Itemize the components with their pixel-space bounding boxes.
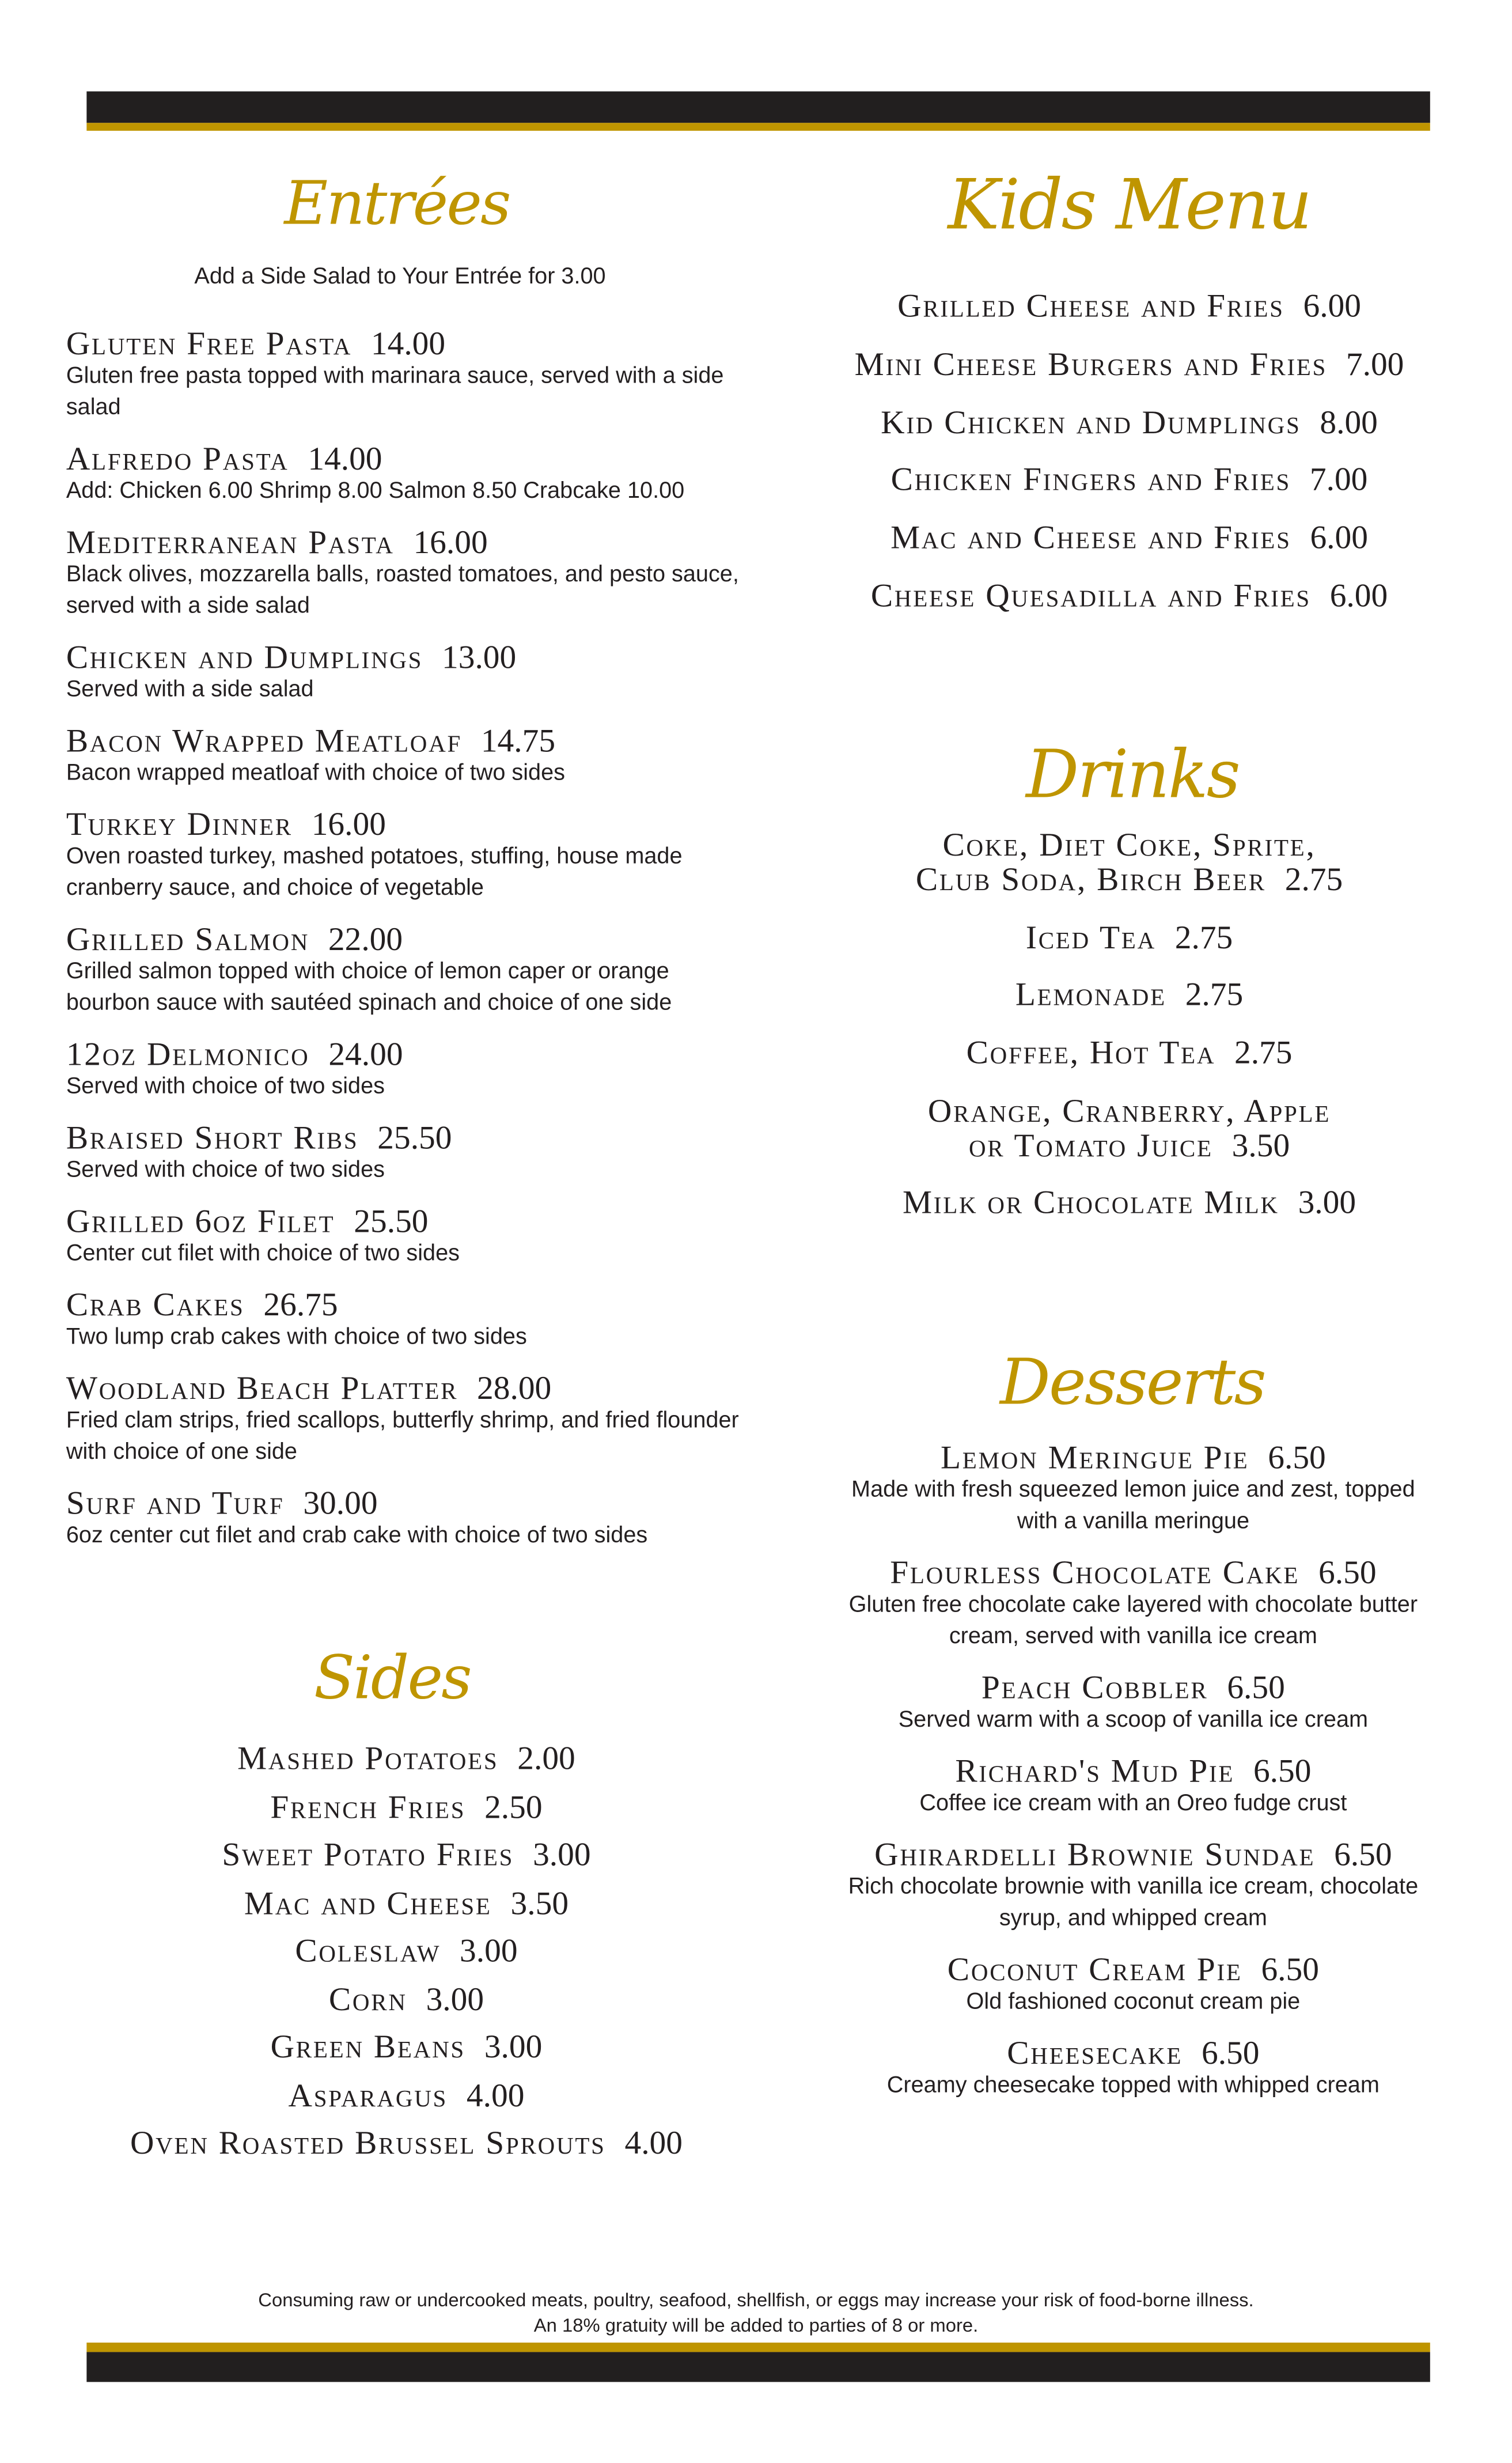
item-name: Corn	[328, 1979, 407, 2018]
item-price: 2.75	[1185, 975, 1244, 1014]
item-description: Grilled salmon topped with choice of lemon caper or orange bourbon sauce with sautéed spinach and choice of one side	[66, 959, 672, 1016]
item-price: 8.00	[1320, 402, 1378, 441]
entree-item	[66, 1204, 744, 1270]
drink-item	[736, 1035, 1512, 1070]
item-price: 6.50	[1261, 1950, 1319, 1988]
entree-item	[66, 723, 744, 789]
item-name: Ghirardelli Brownie Sundae	[874, 1835, 1316, 1874]
item-name: Coconut Cream Pie	[947, 1950, 1242, 1988]
item-name: Mashed Potatoes	[237, 1739, 499, 1777]
item-name: Milk or Chocolate Milk	[903, 1183, 1279, 1222]
side-item	[13, 2119, 800, 2167]
item-price: 6.50	[1268, 1438, 1326, 1477]
item-name-line	[66, 1204, 744, 1238]
kids-item	[736, 567, 1512, 625]
item-name: Grilled 6oz Filet	[66, 1202, 335, 1240]
item-price: 2.75	[1174, 918, 1233, 956]
item-name-line	[66, 922, 744, 956]
item-description: Bacon wrapped meatloaf with choice of two sides	[66, 761, 565, 786]
entree-item	[66, 1120, 744, 1186]
item-price: 2.50	[484, 1787, 543, 1825]
item-name: Asparagus	[288, 2075, 448, 2114]
item-price: 30.00	[303, 1484, 378, 1522]
item-name-line	[736, 1093, 1512, 1162]
item-name-line	[767, 1835, 1499, 1874]
item-price: 3.00	[484, 2027, 543, 2065]
item-price: 3.00	[1298, 1183, 1356, 1222]
item-description: Center cut filet with choice of two sides	[66, 1241, 460, 1267]
item-name-line	[767, 1753, 1499, 1788]
item-price: 2.75	[1234, 1033, 1293, 1072]
item-name: Bacon Wrapped Meatloaf	[66, 721, 463, 759]
item-name: Grilled Salmon	[66, 920, 310, 958]
side-item	[13, 1783, 800, 1830]
entree-item	[66, 1287, 744, 1353]
item-name: Coleslaw	[295, 1931, 441, 1969]
item-name-line	[736, 1185, 1512, 1220]
entree-item	[66, 1036, 744, 1103]
dessert-item	[830, 1753, 1437, 1819]
item-name: Alfredo Pasta	[66, 439, 289, 478]
item-name-line	[736, 827, 1512, 896]
item-name: Richard's Mud Pie	[955, 1751, 1235, 1790]
drink-item	[736, 977, 1512, 1012]
food-safety-notice: Consuming raw or undercooked meats, poultry, seafood, shellfish, or eggs may increase your risk of food-borne illness.	[258, 2289, 1254, 2311]
item-price: 24.00	[328, 1035, 403, 1073]
item-description: Served with a side salad	[66, 677, 314, 703]
side-item	[13, 1927, 800, 1974]
item-price: 3.00	[533, 1835, 591, 1874]
drink-item	[736, 1185, 1512, 1220]
item-name-line	[767, 1668, 1499, 1707]
item-name: 12oz Delmonico	[66, 1035, 310, 1073]
entree-item	[66, 326, 744, 424]
item-price: 14.00	[370, 324, 446, 362]
item-price: 2.00	[517, 1739, 575, 1777]
dessert-item	[830, 1952, 1437, 2018]
item-price: 6.50	[1334, 1835, 1392, 1874]
entree-item	[66, 1486, 744, 1552]
item-description: Add: Chicken 6.00 Shrimp 8.00 Salmon 8.50 Crabcake 10.00	[66, 479, 685, 504]
item-name-line	[736, 1035, 1512, 1070]
kids-menu-heading: Kids Menu	[948, 165, 1311, 246]
item-name: Kid Chicken and Dumplings	[881, 402, 1301, 441]
drinks-list	[736, 827, 1512, 1243]
item-name-line	[66, 807, 744, 841]
sides-heading: Sides	[313, 1643, 471, 1713]
item-name-line	[736, 977, 1512, 1012]
item-price: 13.00	[442, 638, 517, 676]
item-price: 6.50	[1227, 1668, 1285, 1707]
item-name: Grilled Cheese and Fries	[897, 286, 1284, 325]
side-item	[13, 2071, 800, 2118]
item-name: Oven Roasted Brussel Sprouts	[130, 2123, 606, 2162]
side-item	[13, 2023, 800, 2071]
desserts-heading: Desserts	[1000, 1346, 1265, 1420]
entree-item	[66, 807, 744, 905]
dessert-item	[830, 1837, 1437, 1935]
entrees-subtitle: Add a Side Salad to Your Entrée for 3.00	[194, 264, 606, 290]
item-name: Cheese Quesadilla and Fries	[870, 576, 1311, 615]
item-name-line	[66, 723, 744, 758]
item-name-line	[66, 1120, 744, 1155]
entree-item	[66, 1371, 744, 1469]
item-description: Oven roasted turkey, mashed potatoes, stuffing, house made cranberry sauce, and choice of vegetable	[66, 844, 683, 902]
item-price: 6.50	[1201, 2034, 1260, 2072]
item-price: 3.50	[510, 1883, 569, 1921]
item-name: Surf and Turf	[66, 1484, 285, 1522]
item-description: 6oz center cut filet and crab cake with choice of two sides	[66, 1523, 648, 1549]
item-description: Served warm with a scoop of vanilla ice cream	[898, 1708, 1369, 1733]
kids-item	[736, 393, 1512, 451]
top-black-bar	[86, 92, 1430, 123]
item-price: 6.50	[1318, 1553, 1377, 1591]
item-name: Braised Short Ribs	[66, 1118, 359, 1157]
item-name: Iced Tea	[1025, 918, 1156, 956]
drink-item	[736, 1093, 1512, 1162]
item-price: 3.50	[1231, 1126, 1290, 1164]
entree-item	[66, 640, 744, 706]
entrees-heading: Entrées	[284, 168, 510, 238]
item-name-line	[767, 1555, 1499, 1590]
item-name: Mini Cheese Burgers and Fries	[854, 345, 1328, 383]
item-description: Creamy cheesecake topped with whipped cream	[886, 2073, 1380, 2099]
item-name: Sweet Potato Fries	[222, 1835, 514, 1874]
item-description: Coffee ice cream with an Oreo fudge crust	[919, 1791, 1347, 1817]
item-price: 14.75	[480, 721, 556, 759]
item-price: 16.00	[413, 523, 488, 561]
kids-list	[736, 277, 1512, 625]
item-name: Mac and Cheese	[244, 1883, 492, 1921]
item-name: Chicken Fingers and Fries	[890, 460, 1291, 499]
item-description: Two lump crab cakes with choice of two sides	[66, 1325, 527, 1350]
kids-item	[736, 277, 1512, 335]
item-name: French Fries	[270, 1787, 466, 1825]
item-description: Gluten free pasta topped with marinara sauce, served with a side salad	[66, 364, 724, 421]
item-price: 4.00	[624, 2123, 683, 2162]
item-name: Woodland Beach Platter	[66, 1369, 458, 1407]
item-description: Served with choice of two sides	[66, 1074, 385, 1100]
item-price: 4.00	[466, 2075, 525, 2114]
entrees-list	[66, 326, 744, 1569]
entree-item	[66, 525, 744, 623]
item-price: 3.00	[460, 1931, 518, 1969]
kids-item	[736, 335, 1512, 394]
drink-item	[736, 827, 1512, 896]
item-price: 6.00	[1303, 286, 1361, 325]
item-name: Chicken and Dumplings	[66, 638, 423, 676]
item-price: 16.00	[311, 805, 386, 843]
item-name: Orange, Cranberry, Apple or Tomato Juice	[927, 1091, 1331, 1164]
item-name: Turkey Dinner	[66, 805, 293, 843]
item-price: 22.00	[328, 920, 403, 958]
dessert-item	[830, 1555, 1437, 1653]
item-price: 6.00	[1310, 519, 1368, 557]
side-item	[13, 1879, 800, 1927]
kids-item	[736, 451, 1512, 509]
item-price: 3.00	[426, 1979, 484, 2018]
item-price: 6.50	[1253, 1751, 1312, 1790]
item-name-line	[66, 441, 744, 476]
dessert-item	[830, 1440, 1437, 1538]
item-price: 14.00	[308, 439, 382, 478]
item-name-line	[767, 1952, 1499, 1987]
footer-notice	[0, 2287, 1512, 2338]
item-name: Coke, Diet Coke, Sprite, Club Soda, Birch Beer	[915, 825, 1316, 898]
item-name: Gluten Free Pasta	[66, 324, 353, 362]
gratuity-notice: An 18% gratuity will be added to parties of 8 or more.	[533, 2314, 979, 2337]
item-description: Rich chocolate brownie with vanilla ice cream, chocolate syrup, and whipped cream	[848, 1874, 1419, 1932]
item-name-line	[767, 2036, 1499, 2070]
item-price: 26.75	[263, 1285, 338, 1323]
dessert-item	[830, 2036, 1437, 2102]
item-name: Flourless Chocolate Cake	[890, 1553, 1300, 1591]
item-name: Lemonade	[1015, 975, 1166, 1014]
kids-item	[736, 509, 1512, 567]
item-name-line	[66, 326, 744, 361]
item-name-line	[66, 1287, 744, 1322]
item-description: Served with choice of two sides	[66, 1157, 385, 1183]
item-name: Lemon Meringue Pie	[940, 1438, 1249, 1477]
item-name: Cheesecake	[1007, 2034, 1183, 2072]
item-name-line	[767, 1438, 1499, 1477]
item-name: Green Beans	[270, 2027, 466, 2065]
item-name-line	[66, 1036, 744, 1071]
item-name-line	[736, 920, 1512, 954]
top-gold-bar	[86, 123, 1430, 131]
item-name: Crab Cakes	[66, 1285, 245, 1323]
item-price: 28.00	[477, 1369, 552, 1407]
side-item	[13, 1735, 800, 1783]
item-name: Mediterranean Pasta	[66, 523, 395, 561]
item-price: 25.50	[354, 1202, 429, 1240]
item-price: 7.00	[1346, 345, 1404, 383]
drink-item	[736, 920, 1512, 954]
item-price: 2.75	[1284, 860, 1343, 898]
dessert-item	[830, 1670, 1437, 1736]
item-description: Gluten free chocolate cake layered with chocolate butter cream, served with vanilla ice cream	[848, 1592, 1418, 1649]
item-name: Peach Cobbler	[981, 1668, 1208, 1707]
item-name: Coffee, Hot Tea	[966, 1033, 1216, 1072]
item-name-line	[66, 1486, 744, 1520]
item-name-line	[66, 1371, 744, 1405]
side-item	[13, 1975, 800, 2023]
item-description: Black olives, mozzarella balls, roasted tomatoes, and pesto sauce, served with a side salad	[66, 562, 739, 619]
item-price: 7.00	[1309, 460, 1368, 499]
drinks-heading: Drinks	[1026, 735, 1239, 813]
side-item	[13, 1830, 800, 1878]
item-name-line	[66, 640, 744, 674]
entree-item	[66, 441, 744, 508]
entree-item	[66, 922, 744, 1020]
item-description: Old fashioned coconut cream pie	[966, 1989, 1301, 2015]
bottom-black-bar	[86, 2352, 1430, 2382]
item-name: Mac and Cheese and Fries	[890, 519, 1291, 557]
item-name-line	[66, 525, 744, 559]
item-price: 25.50	[377, 1118, 452, 1157]
item-price: 6.00	[1329, 576, 1388, 615]
desserts-list	[830, 1440, 1437, 2119]
bottom-gold-bar	[86, 2343, 1430, 2352]
item-description: Made with fresh squeezed lemon juice and zest, topped with a vanilla meringue	[851, 1477, 1415, 1535]
sides-list	[13, 1735, 800, 2167]
item-description: Fried clam strips, fried scallops, butterfly shrimp, and fried flounder with choice of one side	[66, 1408, 739, 1465]
